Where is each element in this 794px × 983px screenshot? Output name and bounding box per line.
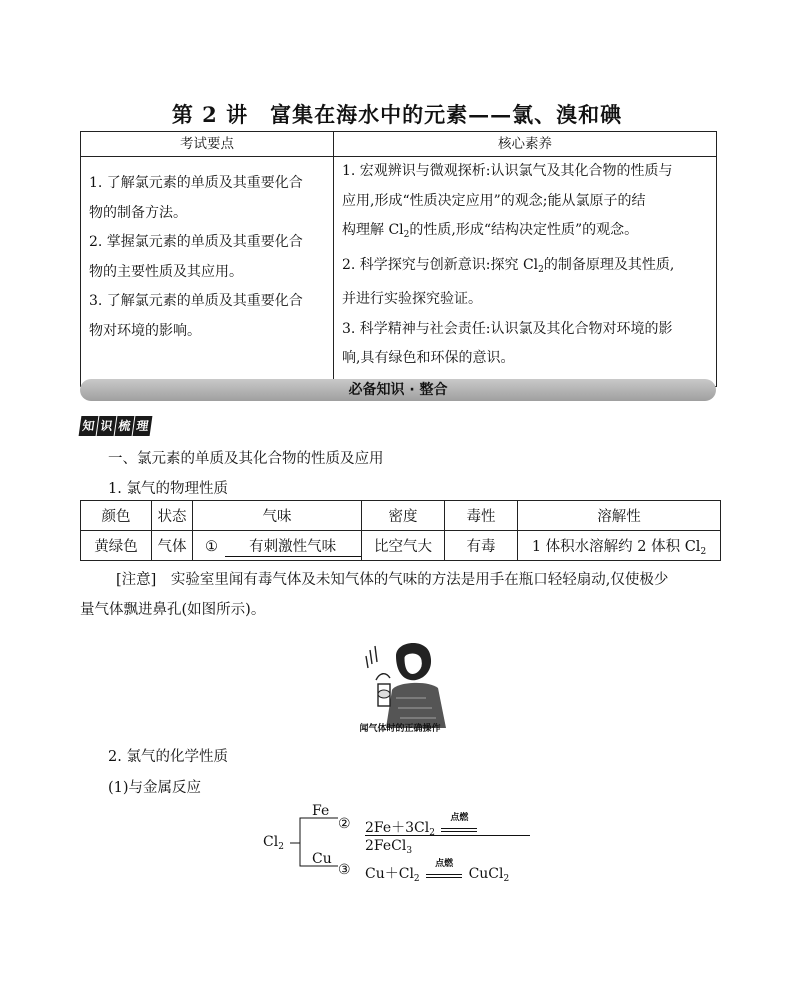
knowledge-badge: 知 识 梳 理 <box>80 416 152 436</box>
subsection-metal-reaction: (1)与金属反应 <box>108 780 202 796</box>
figure-caption: 闻气体时的正确操作 <box>359 724 441 734</box>
cu-label: Cu <box>312 851 332 867</box>
note-line-1: [注意] 实验室里闻有毒气体及未知气体的气味的方法是用手在瓶口轻轻扇动,仅使极少 <box>116 572 669 588</box>
section-banner <box>80 379 716 401</box>
note-line-2: 量气体飘进鼻孔(如图所示)。 <box>80 602 266 618</box>
subsection-chemical: 2. 氯气的化学性质 <box>108 749 228 765</box>
subsection-physical: 1. 氯气的物理性质 <box>108 481 228 497</box>
header-exam-points: 考试要点 <box>81 132 334 157</box>
objectives-table <box>80 131 717 387</box>
fe-label: Fe <box>312 803 330 819</box>
fe-number: ② <box>338 816 351 832</box>
reactant-cl2: $Cl_2$ <box>263 834 284 852</box>
banner-title: 必备知识 · 整合 <box>348 382 448 398</box>
physical-properties-table: 颜色 状态 气味 密度 毒性 溶解性 黄绿色 气体 ① 有刺激性气味 比空气大 有毒 1 体积水溶解约 2 体积 $Cl_2$ <box>80 500 721 561</box>
exam-points-cell: 1. 了解氯元素的单质及其重要化合 物的制备方法。 2. 掌握氯元素的单质及其重要化合 物的主要性质及其应用。 3. 了解氯元素的单质及其重要化合 物对环境的影响。 <box>81 157 334 387</box>
core-literacy-cell: 1. 宏观辨识与微观探析:认识氯气及其化合物的性质与 应用,形成“性质决定应用”的观念;能从氯原子的结 构理解 $Cl_2$的性质,形成“结构决定性质”的观念。 2. 科学探究与创新意识:探究 $Cl_2$的制备原理及其性质, 并进行实验探究验证。 3. 科学精神与社会责任:认识氯及其化合物对环境的影 响,具有绿色和环保的意识。 <box>334 157 717 387</box>
answer-blank: 有刺激性气味 <box>225 535 361 557</box>
page-title: 第 2 讲 富集在海水中的元素——氯、溴和碘 <box>171 102 623 127</box>
cu-number: ③ <box>338 862 351 878</box>
header-core-literacy: 核心素养 <box>334 132 717 157</box>
fe-equation: $2Fe+3Cl_2$ 点燃 2FeCl$_3$ <box>365 817 530 836</box>
section-heading: 一、氯元素的单质及其化合物的性质及应用 <box>108 451 384 467</box>
cu-equation: $Cu+Cl_2$ 点燃 CuCl$_2$ <box>365 859 510 884</box>
